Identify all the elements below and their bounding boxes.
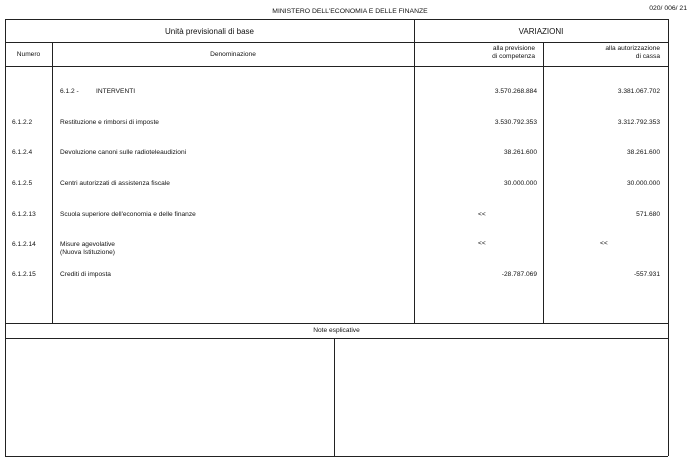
- row-denominazione: Misure agevolative: [60, 241, 115, 248]
- row-numero: 6.1.2.14: [12, 241, 36, 248]
- notes-title: Note esplicative: [313, 327, 360, 334]
- group-header-upb: Unità previsionali di base: [165, 27, 254, 36]
- row-denominazione: Crediti di imposta: [60, 271, 111, 278]
- section-cassa: 3.381.067.702: [617, 88, 660, 95]
- row-competenza: 30.000.000: [503, 180, 537, 187]
- group-header-variazioni: VARIAZIONI: [518, 27, 564, 36]
- row-cassa: 571.680: [636, 211, 660, 218]
- column-header-competenza-line1: alla previsione: [492, 45, 535, 52]
- group-header-divider: [5, 42, 668, 43]
- row-denominazione: Scuola superiore dell'economia e delle finanze: [60, 211, 196, 218]
- row-numero: 6.1.2.4: [12, 149, 33, 156]
- row-denominazione: Devoluzione canoni sulle radioteleaudizioni: [60, 149, 187, 156]
- section-competenza: 3.570.268.884: [494, 88, 537, 95]
- notes-left-box: [6, 339, 333, 455]
- row-cassa: 38.261.600: [626, 149, 660, 156]
- competenza-cassa-divider: [543, 42, 544, 323]
- column-header-numero: Numero: [16, 51, 41, 58]
- notes-bottom-border: [5, 456, 668, 457]
- row-cassa: 30.000.000: [626, 180, 660, 187]
- row-numero: 6.1.2.13: [12, 211, 36, 218]
- column-header-denominazione: Denominazione: [210, 51, 256, 58]
- row-cassa: 3.312.792.353: [617, 119, 660, 126]
- column-header-cassa-line2: di cassa: [635, 53, 660, 60]
- table-bottom-divider: [5, 323, 668, 324]
- row-competenza: <<: [478, 240, 486, 247]
- document-code: 020/ 006/ 21: [649, 5, 687, 12]
- row-competenza: -28.787.069: [501, 271, 537, 278]
- row-denominazione: Restituzione e rimborsi di imposte: [60, 119, 159, 126]
- column-header-competenza-line2: di competenza: [492, 53, 535, 60]
- row-numero: 6.1.2.2: [12, 119, 33, 126]
- row-cassa: <<: [600, 240, 608, 247]
- column-header-cassa-line1: alla autorizzazione: [605, 45, 660, 52]
- ministry-title: MINISTERO DELL'ECONOMIA E DELLE FINANZE: [272, 8, 428, 15]
- row-denominazione-note: (Nuova Istituzione): [60, 249, 115, 256]
- row-numero: 6.1.2.5: [12, 180, 33, 187]
- row-competenza: 3.530.792.353: [494, 119, 537, 126]
- row-competenza: 38.261.600: [503, 149, 537, 156]
- column-header-divider: [5, 66, 668, 67]
- notes-right-box: [335, 339, 667, 455]
- row-numero: 6.1.2.15: [12, 271, 36, 278]
- row-competenza: <<: [478, 211, 486, 218]
- numero-column-divider: [52, 42, 53, 323]
- section-label: INTERVENTI: [96, 88, 136, 95]
- row-denominazione: Centri autorizzati di assistenza fiscale: [60, 180, 170, 187]
- table-right-border: [668, 19, 669, 456]
- table-top-border: [5, 19, 668, 20]
- row-cassa: -557.931: [633, 271, 660, 278]
- section-code: 6.1.2 -: [60, 88, 79, 95]
- variazioni-divider: [414, 19, 415, 323]
